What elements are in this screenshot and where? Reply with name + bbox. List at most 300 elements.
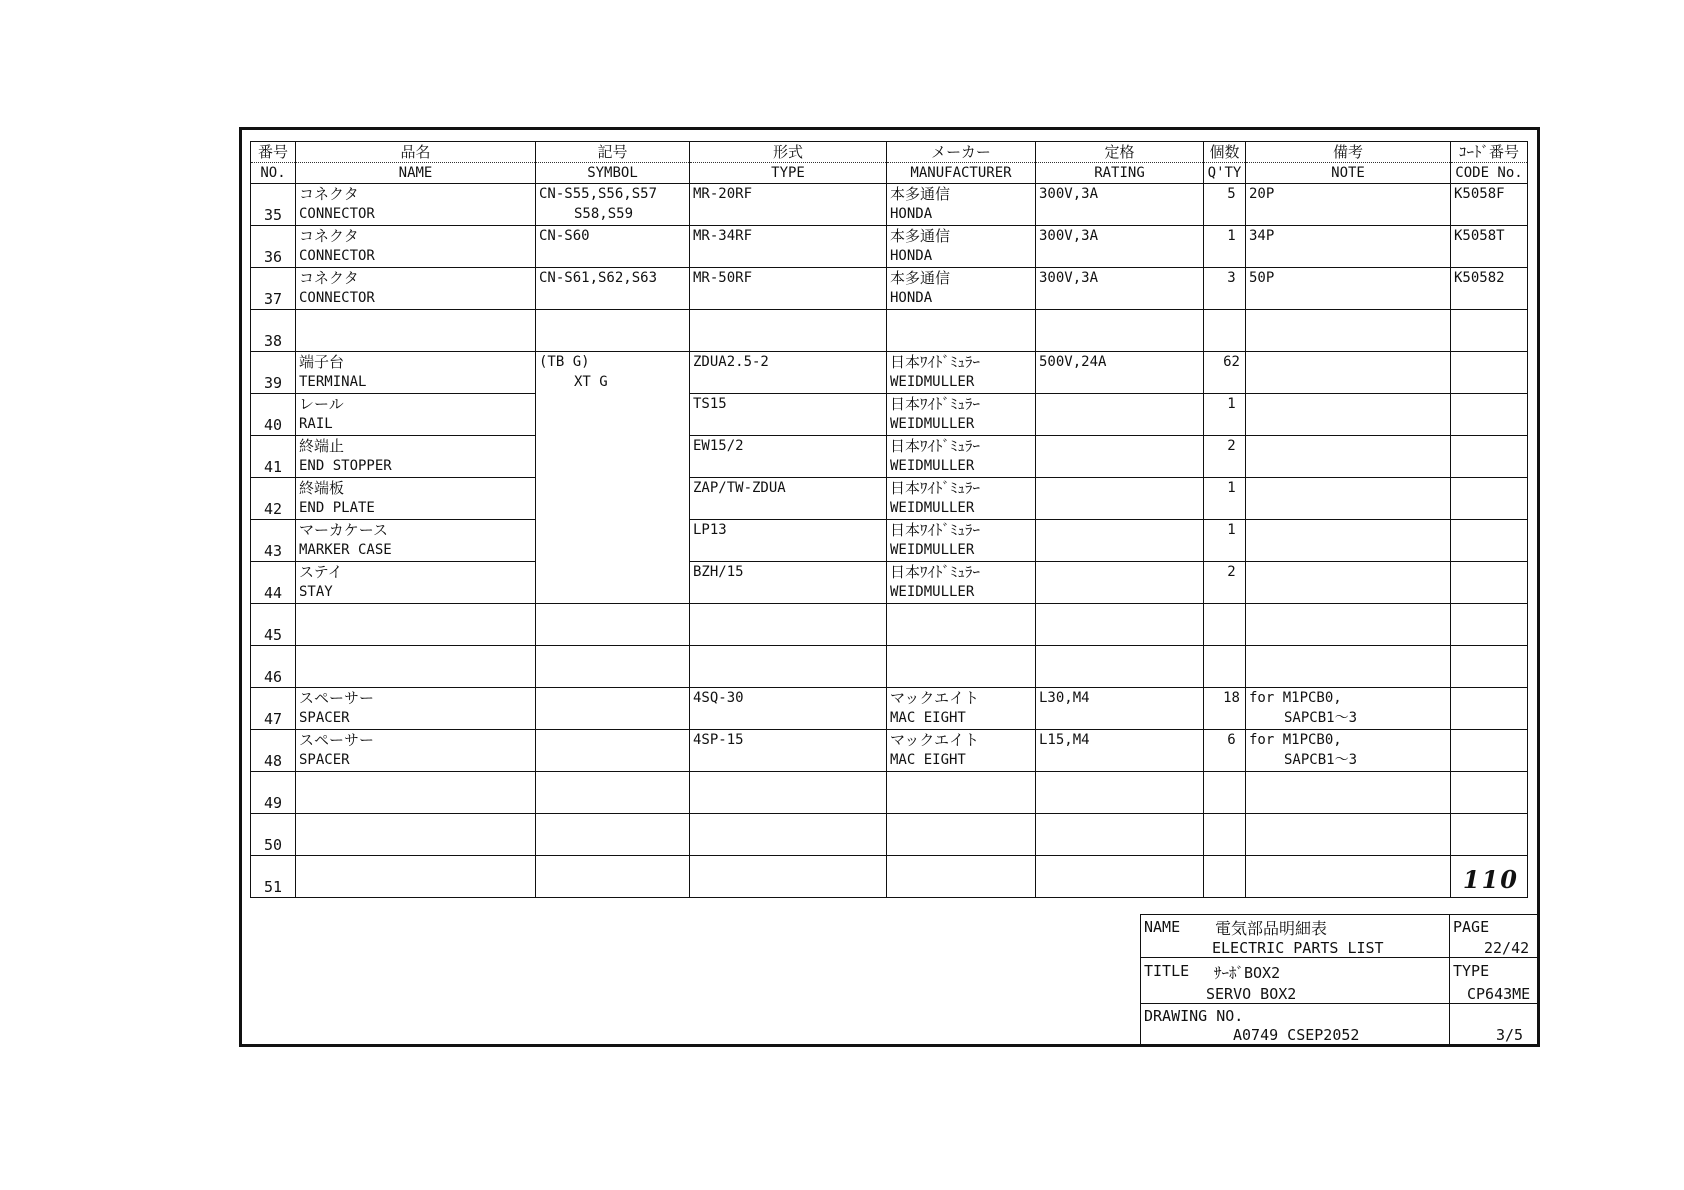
tb-name-label: NAME bbox=[1144, 918, 1181, 936]
column-header-en: NO. bbox=[260, 165, 286, 181]
qty-cell bbox=[1204, 562, 1246, 604]
manufacturer-cell-text: マックエイト bbox=[890, 731, 980, 749]
symbol-cell-text bbox=[536, 708, 689, 728]
manufacturer-cell-text: 日本ﾜｲﾄﾞﾐｭﾗｰ bbox=[890, 395, 981, 413]
name-cell-text: RAIL bbox=[299, 416, 333, 432]
symbol-cell-text bbox=[536, 876, 689, 896]
code-cell bbox=[1451, 856, 1528, 898]
type-cell-text: MR-20RF bbox=[693, 186, 753, 202]
qty-cell bbox=[1204, 436, 1246, 478]
rating-cell-text: 300V,3A bbox=[1039, 228, 1099, 244]
note-cell-text bbox=[1246, 310, 1450, 330]
table-row bbox=[251, 436, 1528, 478]
manufacturer-cell-text bbox=[887, 792, 1035, 812]
manufacturer-cell bbox=[887, 856, 1036, 898]
symbol-cell-text bbox=[536, 394, 689, 414]
type-cell bbox=[690, 352, 887, 394]
name-cell bbox=[296, 184, 536, 226]
name-cell-text: STAY bbox=[299, 584, 333, 600]
qty-cell bbox=[1204, 478, 1246, 520]
column-header-en: CODE No. bbox=[1455, 165, 1523, 181]
type-cell-text: EW15/2 bbox=[693, 438, 744, 454]
symbol-cell-text bbox=[536, 604, 689, 624]
tb-title-label: TITLE bbox=[1144, 962, 1190, 980]
type-cell bbox=[690, 226, 887, 268]
qty-cell-text bbox=[1204, 856, 1245, 876]
tb-divider-v bbox=[1449, 914, 1450, 1047]
name-cell-text: MARKER CASE bbox=[299, 542, 392, 558]
qty-cell-text: 1 bbox=[1227, 396, 1236, 412]
code-cell-text bbox=[1451, 436, 1527, 456]
symbol-cell-text bbox=[536, 772, 689, 792]
code-cell-text bbox=[1451, 688, 1527, 708]
manufacturer-cell bbox=[887, 268, 1036, 310]
code-cell bbox=[1451, 184, 1528, 226]
symbol-cell-text bbox=[536, 478, 689, 498]
symbol-cell-text bbox=[536, 456, 689, 476]
name-cell-text bbox=[296, 624, 535, 644]
rating-cell bbox=[1036, 646, 1204, 688]
rating-cell-text: L30,M4 bbox=[1039, 690, 1090, 706]
note-cell bbox=[1246, 184, 1451, 226]
rating-cell-text bbox=[1036, 814, 1203, 834]
manufacturer-cell-text: WEIDMULLER bbox=[890, 500, 975, 516]
name-cell-text: TERMINAL bbox=[299, 374, 367, 390]
note-cell-text bbox=[1246, 372, 1450, 392]
symbol-cell bbox=[536, 184, 690, 226]
item-number: 39 bbox=[251, 352, 296, 394]
qty-cell bbox=[1204, 226, 1246, 268]
manufacturer-cell bbox=[887, 184, 1036, 226]
code-cell bbox=[1451, 520, 1528, 562]
manufacturer-cell-text bbox=[887, 772, 1035, 792]
name-cell-text bbox=[296, 330, 535, 350]
column-header-en: NAME bbox=[398, 165, 433, 181]
note-cell-text: SAPCB1～3 bbox=[1284, 752, 1358, 768]
rating-cell bbox=[1036, 856, 1204, 898]
code-cell bbox=[1451, 352, 1528, 394]
symbol-cell bbox=[536, 268, 690, 310]
type-cell-text bbox=[690, 814, 886, 834]
table-row bbox=[251, 772, 1528, 814]
name-cell-text: 終端板 bbox=[299, 479, 345, 497]
manufacturer-cell bbox=[887, 352, 1036, 394]
manufacturer-cell-text: 本多通信 bbox=[890, 269, 951, 287]
note-cell bbox=[1246, 604, 1451, 646]
note-cell-text bbox=[1246, 876, 1450, 896]
table-row bbox=[251, 520, 1528, 562]
type-cell bbox=[690, 604, 887, 646]
name-cell-text: CONNECTOR bbox=[299, 290, 375, 306]
type-cell bbox=[690, 184, 887, 226]
symbol-cell bbox=[536, 856, 690, 898]
note-cell-text bbox=[1246, 436, 1450, 456]
rating-cell-text: L15,M4 bbox=[1039, 732, 1090, 748]
manufacturer-cell-text: 本多通信 bbox=[890, 227, 951, 245]
type-cell bbox=[690, 772, 887, 814]
qty-cell-text: 1 bbox=[1227, 228, 1236, 244]
qty-cell bbox=[1204, 394, 1246, 436]
code-cell-text: K50582 bbox=[1454, 270, 1505, 286]
manufacturer-cell-text: WEIDMULLER bbox=[890, 416, 975, 432]
code-cell-text bbox=[1451, 394, 1527, 414]
note-cell bbox=[1246, 520, 1451, 562]
qty-cell-text: 5 bbox=[1227, 186, 1236, 202]
rating-cell bbox=[1036, 772, 1204, 814]
rating-cell-text bbox=[1036, 478, 1203, 498]
rating-cell bbox=[1036, 352, 1204, 394]
code-cell-text bbox=[1451, 646, 1527, 666]
qty-cell-text: 6 bbox=[1227, 732, 1236, 748]
type-cell-text bbox=[690, 646, 886, 666]
note-cell-text bbox=[1246, 562, 1450, 582]
column-header bbox=[690, 142, 887, 184]
name-cell-text bbox=[296, 856, 535, 876]
name-cell bbox=[296, 604, 536, 646]
item-number: 46 bbox=[251, 646, 296, 688]
item-number: 43 bbox=[251, 520, 296, 562]
manufacturer-cell bbox=[887, 226, 1036, 268]
handwritten-number: 110 bbox=[1462, 865, 1519, 894]
qty-cell bbox=[1204, 520, 1246, 562]
table-row bbox=[251, 562, 1528, 604]
name-cell-text: スペーサー bbox=[299, 731, 375, 749]
rating-cell-text bbox=[1036, 772, 1203, 792]
column-header-en: SYMBOL bbox=[587, 165, 638, 181]
code-cell-text bbox=[1451, 520, 1527, 540]
rating-cell-text bbox=[1036, 604, 1203, 624]
code-cell-text: K5058T bbox=[1454, 228, 1505, 244]
item-number: 42 bbox=[251, 478, 296, 520]
manufacturer-cell bbox=[887, 730, 1036, 772]
tb-page-label: PAGE bbox=[1453, 918, 1490, 936]
table-row bbox=[251, 814, 1528, 856]
code-cell-text bbox=[1451, 772, 1527, 792]
note-cell-text bbox=[1246, 520, 1450, 540]
manufacturer-cell-text bbox=[887, 814, 1035, 834]
table-row bbox=[251, 688, 1528, 730]
symbol-cell bbox=[536, 688, 690, 730]
note-cell-text bbox=[1246, 834, 1450, 854]
column-header bbox=[251, 142, 296, 184]
qty-cell-text bbox=[1204, 772, 1245, 792]
note-cell-text bbox=[1246, 792, 1450, 812]
code-cell bbox=[1451, 226, 1528, 268]
item-number: 47 bbox=[251, 688, 296, 730]
manufacturer-cell bbox=[887, 310, 1036, 352]
qty-cell-text bbox=[1204, 646, 1245, 666]
rating-cell-text bbox=[1036, 310, 1203, 330]
code-cell-text bbox=[1451, 478, 1527, 498]
note-cell-text bbox=[1246, 540, 1450, 560]
name-cell bbox=[296, 436, 536, 478]
tb-title-en: SERVO BOX2 bbox=[1206, 985, 1297, 1003]
rating-cell-text bbox=[1036, 856, 1203, 876]
code-cell-text bbox=[1451, 352, 1527, 372]
type-cell-text bbox=[690, 310, 886, 330]
manufacturer-cell bbox=[887, 772, 1036, 814]
manufacturer-cell-text: 日本ﾜｲﾄﾞﾐｭﾗｰ bbox=[890, 437, 981, 455]
rating-cell-text: 300V,3A bbox=[1039, 270, 1099, 286]
symbol-cell-text: (TB G) bbox=[539, 354, 590, 370]
column-header-en: TYPE bbox=[771, 165, 805, 181]
type-cell-text: 4SQ-30 bbox=[693, 690, 744, 706]
table-row bbox=[251, 310, 1528, 352]
note-cell-text: for M1PCB0, bbox=[1249, 732, 1342, 748]
name-cell bbox=[296, 352, 536, 394]
type-cell-text bbox=[690, 604, 886, 624]
symbol-cell bbox=[536, 352, 690, 394]
column-header-jp: 定格 bbox=[1036, 142, 1203, 163]
column-header-jp: 備考 bbox=[1246, 142, 1450, 163]
item-number: 45 bbox=[251, 604, 296, 646]
note-cell bbox=[1246, 394, 1451, 436]
note-cell-text: SAPCB1～3 bbox=[1284, 710, 1358, 726]
symbol-cell-text bbox=[536, 792, 689, 812]
rating-cell-text bbox=[1036, 562, 1203, 582]
symbol-cell bbox=[536, 646, 690, 688]
symbol-cell-text bbox=[536, 562, 689, 582]
qty-cell-text bbox=[1204, 604, 1245, 624]
code-cell-text bbox=[1451, 562, 1527, 582]
column-header-jp: ｺｰﾄﾞ番号 bbox=[1451, 142, 1527, 163]
note-cell-text bbox=[1246, 772, 1450, 792]
manufacturer-cell-text: 日本ﾜｲﾄﾞﾐｭﾗｰ bbox=[890, 563, 981, 581]
symbol-cell-text: XT G bbox=[574, 374, 608, 390]
manufacturer-cell bbox=[887, 394, 1036, 436]
manufacturer-cell bbox=[887, 604, 1036, 646]
tb-drawing-value: A0749 CSEP2052 bbox=[1233, 1026, 1360, 1044]
name-cell-text: CONNECTOR bbox=[299, 206, 375, 222]
table-row bbox=[251, 604, 1528, 646]
manufacturer-cell-text: WEIDMULLER bbox=[890, 584, 975, 600]
note-cell-text bbox=[1246, 246, 1450, 266]
note-cell bbox=[1246, 436, 1451, 478]
note-cell-text bbox=[1246, 456, 1450, 476]
symbol-cell-text bbox=[536, 624, 689, 644]
item-number: 35 bbox=[251, 184, 296, 226]
type-cell bbox=[690, 520, 887, 562]
code-cell-text bbox=[1451, 604, 1527, 624]
symbol-cell-text bbox=[536, 582, 689, 602]
rating-cell-text bbox=[1036, 646, 1203, 666]
name-cell-text bbox=[296, 772, 535, 792]
name-cell-text bbox=[296, 646, 535, 666]
rating-cell bbox=[1036, 394, 1204, 436]
code-cell-text: K5058F bbox=[1454, 186, 1505, 202]
qty-cell bbox=[1204, 814, 1246, 856]
table-row bbox=[251, 352, 1528, 394]
note-cell bbox=[1246, 352, 1451, 394]
manufacturer-cell-text: 日本ﾜｲﾄﾞﾐｭﾗｰ bbox=[890, 479, 981, 497]
note-cell bbox=[1246, 772, 1451, 814]
symbol-cell-text bbox=[536, 288, 689, 308]
column-header bbox=[1036, 142, 1204, 184]
type-cell-text: TS15 bbox=[693, 396, 727, 412]
rating-cell-text bbox=[1036, 436, 1203, 456]
rating-cell bbox=[1036, 730, 1204, 772]
name-cell-text bbox=[296, 666, 535, 686]
manufacturer-cell-text: WEIDMULLER bbox=[890, 374, 975, 390]
column-header bbox=[536, 142, 690, 184]
code-cell bbox=[1451, 646, 1528, 688]
symbol-cell-text bbox=[536, 498, 689, 518]
code-cell bbox=[1451, 730, 1528, 772]
rating-cell bbox=[1036, 184, 1204, 226]
manufacturer-cell-text bbox=[887, 604, 1035, 624]
symbol-cell bbox=[536, 226, 690, 268]
name-cell bbox=[296, 394, 536, 436]
symbol-cell-text bbox=[536, 520, 689, 540]
manufacturer-cell-text: HONDA bbox=[890, 206, 933, 222]
note-cell bbox=[1246, 688, 1451, 730]
code-cell-text bbox=[1451, 730, 1527, 750]
type-cell bbox=[690, 814, 887, 856]
symbol-cell-text: S58,S59 bbox=[574, 206, 634, 222]
qty-cell-text: 18 bbox=[1223, 690, 1240, 706]
table-row bbox=[251, 226, 1528, 268]
manufacturer-cell-text bbox=[887, 666, 1035, 686]
type-cell bbox=[690, 646, 887, 688]
type-cell bbox=[690, 856, 887, 898]
manufacturer-cell-text: HONDA bbox=[890, 248, 933, 264]
manufacturer-cell-text bbox=[887, 856, 1035, 876]
note-cell-text bbox=[1246, 814, 1450, 834]
symbol-cell-text bbox=[536, 856, 689, 876]
symbol-cell bbox=[536, 604, 690, 646]
type-cell bbox=[690, 268, 887, 310]
rating-cell bbox=[1036, 310, 1204, 352]
rating-cell bbox=[1036, 520, 1204, 562]
note-cell bbox=[1246, 814, 1451, 856]
symbol-cell-text: CN-S60 bbox=[539, 228, 590, 244]
item-number: 44 bbox=[251, 562, 296, 604]
name-cell-text: 終端止 bbox=[299, 437, 345, 455]
note-cell-text bbox=[1246, 856, 1450, 876]
qty-cell bbox=[1204, 352, 1246, 394]
qty-cell-text: 2 bbox=[1227, 438, 1236, 454]
table-row bbox=[251, 730, 1528, 772]
table-row bbox=[251, 394, 1528, 436]
code-cell bbox=[1451, 688, 1528, 730]
qty-cell-text bbox=[1204, 814, 1245, 834]
qty-cell-text: 62 bbox=[1223, 354, 1240, 370]
rating-cell-text bbox=[1036, 520, 1203, 540]
symbol-cell bbox=[536, 394, 690, 436]
symbol-cell-text: CN-S61,S62,S63 bbox=[539, 270, 658, 286]
note-cell-text bbox=[1246, 352, 1450, 372]
tb-divider-h1 bbox=[1140, 957, 1540, 958]
rating-cell bbox=[1036, 226, 1204, 268]
qty-cell bbox=[1204, 772, 1246, 814]
note-cell bbox=[1246, 646, 1451, 688]
symbol-cell-text bbox=[536, 730, 689, 750]
rating-cell bbox=[1036, 436, 1204, 478]
note-cell-text bbox=[1246, 666, 1450, 686]
header-row bbox=[251, 142, 1528, 184]
note-cell bbox=[1246, 478, 1451, 520]
manufacturer-cell-text: 本多通信 bbox=[890, 185, 951, 203]
note-cell-text bbox=[1246, 330, 1450, 350]
code-cell bbox=[1451, 562, 1528, 604]
symbol-cell-text bbox=[536, 834, 689, 854]
type-cell-text: LP13 bbox=[693, 522, 727, 538]
symbol-cell bbox=[536, 562, 690, 604]
table-row bbox=[251, 478, 1528, 520]
name-cell bbox=[296, 814, 536, 856]
manufacturer-cell-text: MAC EIGHT bbox=[890, 710, 966, 726]
column-header bbox=[1204, 142, 1246, 184]
symbol-cell bbox=[536, 772, 690, 814]
name-cell bbox=[296, 730, 536, 772]
note-cell bbox=[1246, 310, 1451, 352]
type-cell bbox=[690, 688, 887, 730]
manufacturer-cell bbox=[887, 688, 1036, 730]
rating-cell bbox=[1036, 688, 1204, 730]
manufacturer-cell-text bbox=[887, 834, 1035, 854]
type-cell-text bbox=[690, 772, 886, 792]
name-cell-text: コネクタ bbox=[299, 227, 359, 245]
symbol-cell-text bbox=[536, 666, 689, 686]
column-header-en: Q'TY bbox=[1207, 165, 1242, 181]
name-cell-text: マーカケース bbox=[299, 521, 388, 539]
symbol-cell-text bbox=[536, 246, 689, 266]
name-cell-text bbox=[296, 876, 535, 896]
qty-cell bbox=[1204, 646, 1246, 688]
code-cell bbox=[1451, 814, 1528, 856]
name-cell bbox=[296, 772, 536, 814]
code-cell bbox=[1451, 268, 1528, 310]
note-cell bbox=[1246, 730, 1451, 772]
type-cell-text: ZDUA2.5-2 bbox=[693, 354, 769, 370]
name-cell-text: CONNECTOR bbox=[299, 248, 375, 264]
symbol-cell-text bbox=[536, 814, 689, 834]
tb-sheet-value: 3/5 bbox=[1496, 1026, 1524, 1044]
name-cell bbox=[296, 268, 536, 310]
item-number: 48 bbox=[251, 730, 296, 772]
note-cell-text bbox=[1246, 646, 1450, 666]
item-number: 51 bbox=[251, 856, 296, 898]
type-cell-text: 4SP-15 bbox=[693, 732, 744, 748]
code-cell-text bbox=[1451, 310, 1527, 330]
item-number: 50 bbox=[251, 814, 296, 856]
table-row bbox=[251, 184, 1528, 226]
qty-cell bbox=[1204, 856, 1246, 898]
column-header-jp: 形式 bbox=[690, 142, 886, 163]
name-cell-text: END STOPPER bbox=[299, 458, 392, 474]
code-cell bbox=[1451, 310, 1528, 352]
symbol-cell-text bbox=[536, 414, 689, 434]
name-cell-text bbox=[296, 834, 535, 854]
tb-drawing-label: DRAWING NO. bbox=[1144, 1007, 1244, 1025]
type-cell-text: MR-34RF bbox=[693, 228, 753, 244]
column-header-jp: 個数 bbox=[1204, 142, 1245, 163]
qty-cell bbox=[1204, 688, 1246, 730]
type-cell bbox=[690, 730, 887, 772]
note-cell-text bbox=[1246, 624, 1450, 644]
note-cell-text bbox=[1246, 394, 1450, 414]
column-header-en: NOTE bbox=[1331, 165, 1365, 181]
symbol-cell bbox=[536, 478, 690, 520]
column-header-en: RATING bbox=[1094, 165, 1145, 181]
type-cell-text: ZAP/TW-ZDUA bbox=[693, 480, 786, 496]
code-cell-text bbox=[1451, 814, 1527, 834]
name-cell-text: SPACER bbox=[299, 710, 350, 726]
rating-cell-text bbox=[1036, 394, 1203, 414]
name-cell-text: コネクタ bbox=[299, 185, 359, 203]
note-cell-text: for M1PCB0, bbox=[1249, 690, 1342, 706]
item-number: 41 bbox=[251, 436, 296, 478]
